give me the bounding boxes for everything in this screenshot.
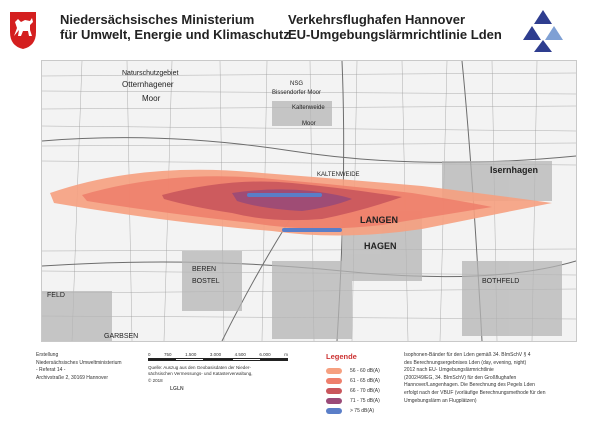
legend-swatch (326, 408, 342, 414)
label-kaltenweide: KALTENWEIDE (317, 172, 360, 178)
note-line: Isophonen-Bänder für den Lden gemäß 34. BImSchV § 4 (404, 352, 531, 358)
scale-tick: 1.500 (185, 352, 197, 357)
scale-tick: 0 (148, 352, 151, 357)
scale-tick: 4.500 (234, 352, 246, 357)
label-moor-east: Moor (302, 121, 316, 127)
label-bissendorfer-moor: Bissendorfer Moor (272, 90, 322, 96)
source-line: Quelle: Auszug aus den Geobasisdaten der Nieder- (148, 365, 251, 370)
legend-swatch (326, 398, 342, 404)
note-line: des Berechnungsergebnises Lden (day, evening, night) (404, 359, 527, 366)
legend-item (326, 376, 411, 386)
scale-tick: 6.000 (259, 352, 271, 357)
note-line: 2012 nach EU- Umgebungslärmrichtlinie (404, 367, 494, 374)
header (0, 0, 600, 60)
imprint-line: Erstellung (36, 352, 59, 358)
scale-ticks (148, 352, 288, 357)
legend-swatch (326, 388, 342, 394)
legend-label: 66 - 70 dB(A) (350, 388, 380, 394)
imprint-line: Archivstraße 2, 30169 Hannover (36, 374, 108, 381)
scale-bar (148, 352, 288, 383)
map-title (288, 12, 502, 42)
label-naturschutzgebiet: Naturschutzgebiet (122, 70, 179, 77)
label-isernhagen: Isernhagen (490, 165, 539, 175)
label-hagen: HAGEN (364, 241, 397, 251)
lower-saxony-crest-icon (8, 10, 52, 50)
copyright: © 2018 (148, 378, 163, 383)
runway-north (247, 193, 322, 197)
map-canvas (42, 61, 576, 341)
label-otternhagener: Otternhagener (122, 80, 174, 89)
airport-logo-icon (518, 8, 568, 54)
lgln-logo: LGLN (170, 386, 184, 392)
imprint-line: - Referat 14 - (36, 367, 66, 373)
label-bostel: BOSTEL (192, 278, 220, 285)
legend-swatch (326, 368, 342, 374)
note-line: (2002/49/EG, 34. BImSchV) für den Großflughafen (404, 374, 517, 381)
scale-tick: 3.000 (209, 352, 222, 357)
legend-title: Legende (326, 352, 357, 361)
legend-label: > 75 dB(A) (350, 408, 375, 414)
label-feld: FELD (47, 292, 65, 299)
scale-tick: 750 (164, 352, 172, 357)
title-line-2: EU-Umgebungslärmrichtlinie Lden (288, 27, 502, 42)
label-langen: LANGEN (360, 215, 398, 225)
imprint-line: Niedersächsisches Umweltministerium (36, 359, 122, 366)
label-garbsen: GARBSEN (104, 333, 139, 340)
source-line: sächsischen Vermessungs- und Katasterverwaltung, (148, 370, 253, 376)
ministry-name (60, 12, 290, 42)
scale-unit: m (284, 352, 288, 357)
ministry-line-1: Niedersächsisches Ministerium (60, 12, 255, 27)
legend-item (326, 396, 411, 406)
legend (326, 352, 411, 416)
legend-item (326, 406, 411, 416)
methodology-note (404, 352, 589, 405)
legend-label: 56 - 60 dB(A) (350, 368, 380, 374)
label-moor: Moor (142, 94, 161, 103)
label-nsg: NSG (290, 81, 304, 87)
title-line-1: Verkehrsflughafen Hannover (288, 12, 465, 27)
scale-bar-graphic (148, 358, 288, 361)
note-line: Umgebungslärm an Flugplätzen) (404, 397, 477, 404)
note-line: erfolgt nach der VBUF (vorläufige Berechnungsmethode für den (404, 389, 546, 396)
label-beren: BEREN (192, 266, 217, 273)
note-line: Hannover/Langenhagen. Die Berechnung des Pegels Lden (404, 382, 535, 389)
legend-label: 61 - 65 dB(A) (350, 378, 380, 384)
legend-item (326, 386, 411, 396)
noise-map (41, 60, 577, 342)
ministry-line-2: für Umwelt, Energie und Klimaschutz (60, 27, 290, 42)
label-kaltenweide-north: Kaltenweide (292, 105, 325, 111)
legend-swatch (326, 378, 342, 384)
runway-south (282, 228, 342, 232)
source-note (148, 365, 288, 376)
label-bothfeld: BOTHFELD (482, 278, 520, 285)
legend-item (326, 366, 411, 376)
imprint (36, 352, 122, 382)
footer (0, 344, 600, 424)
legend-label: 71 - 75 dB(A) (350, 398, 380, 404)
